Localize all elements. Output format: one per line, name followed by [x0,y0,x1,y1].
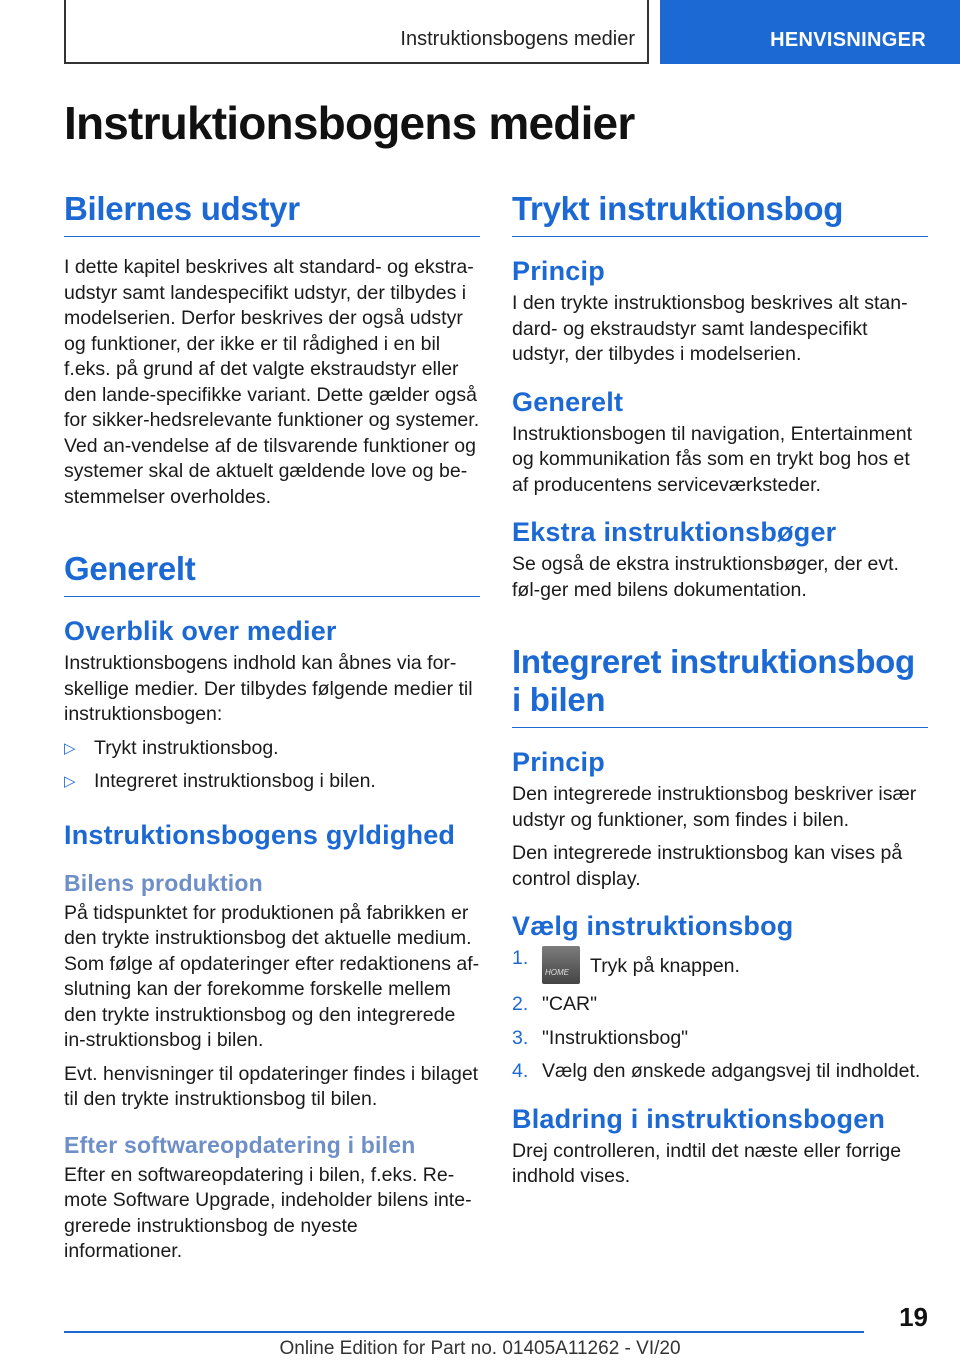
heading-bladring: Bladring i instruktionsbogen [512,1103,886,1134]
list-item: ▷ Integreret instruktionsbog i bilen. [64,769,480,795]
page-title: Instruktionsbogens medier [64,97,635,149]
list-item: ▷ Trykt instruktionsbog. [64,736,480,762]
step-item: 1. HOME Tryk på knappen. [512,946,928,984]
overblik-text: Instruktionsbogens indhold kan åbnes via for-skellige medier. Der tilbydes følgende medier til instruktionsbogen: [64,652,473,725]
heading-gyldighed: Instruktionsbogens gyldighed [64,819,456,850]
integreret-princip-text-1: Den integrerede instruktionsbog beskriver især udstyr og funktioner, som findes i bilen. [512,783,917,831]
bilernes-udstyr-text: I dette kapitel beskrives alt standard- og ekstra-udstyr samt landespecifikt udstyr, der tilbydes i modelserien. Derfor beskrives der også udstyr og funktioner, der ikke er til rådighed i en bil f.eks. på grund af det valgte ekstraudstyr eller den lande-specifikke variant. Dette gælder også for sikker-hedsrelevante funktioner og systemer. Ved an-vendelse af de tilsvarende funktioner og systemer skal de aktuelt gældende love og be-stemmelser overholdes. [64,256,480,508]
steps-list [512,946,928,1085]
heading-efter-softwareopdatering: Efter softwareopdatering i bilen [64,1131,416,1158]
header-section-title: Instruktionsbogens medier [400,28,635,50]
trykt-princip-text: I den trykte instruktionsbog beskrives alt stan-dard- og ekstraudstyr samt landespecifikt udstyr, der tilbydes i modelserien. [512,292,908,365]
step-item: 4. Vælg den ønskede adgangsvej til indholdet. [512,1060,921,1082]
right-column [512,190,928,1198]
heading-bilernes-udstyr: Bilernes udstyr [64,190,480,237]
heading-trykt-instruktionsbog: Trykt instruktionsbog [512,190,928,237]
bilens-produktion-text-2: Evt. henvisninger til opdateringer findes i bilaget til den trykte instruktionsbog til bilen. [64,1062,479,1110]
footer-edition: Online Edition for Part no. 01405A11262 - VI/20 [279,1338,681,1359]
triangle-bullet-icon: ▷ [64,739,76,757]
heading-generelt-trykt: Generelt [512,386,624,417]
efter-softwareopdatering-text: Efter en softwareopdatering i bilen, f.eks. Re-mote Software Upgrade, indeholder bilens inte-grerede instruktionsbog de nyeste informationer. [64,1163,472,1262]
integreret-princip-text-2: Den integrerede instruktionsbog kan vises på control display. [512,842,903,890]
heading-overblik: Overblik over medier [64,616,337,646]
page-number: 19 [899,1302,928,1332]
step-item: 2. "CAR" [512,993,598,1015]
bilens-produktion-text-1: På tidspunktet for produktionen på fabrikken er den trykte instruktionsbog det aktuelle medium. Som følge af opdateringer efter redaktionens af-slutning kan der forekomme forskelle mellem den trykte instruktionsbog og den integrerede in-struktionsbog i bilen. [64,901,480,1051]
heading-integreret-instruktionsbog: Integreret instruktionsbog i bilen [512,643,928,728]
home-button-icon: HOME [542,946,580,984]
trykt-generelt-text: Instruktionsbogen til navigation, Entertainment og kommunikation fås som en trykt bog hos et af producentens serviceværksteder. [512,422,912,496]
media-list [64,736,480,795]
header-section-box [64,0,649,64]
ekstra-text: Se også de ekstra instruktionsbøger, der evt. føl-ger med bilens dokumentation. [512,553,899,601]
left-column [64,190,480,1273]
bladring-text: Drej controlleren, indtil det næste eller forrige indhold vises. [512,1139,902,1187]
page-header [0,0,960,66]
footer-divider [64,1331,864,1333]
heading-princip: Princip [512,256,605,286]
header-chapter-label: HENVISNINGER [770,29,926,51]
triangle-bullet-icon: ▷ [64,773,76,790]
heading-princip-integreret: Princip [512,747,605,777]
header-chapter-tab[interactable] [660,0,960,64]
step-item: 3. "Instruktionsbog" [512,1026,689,1049]
heading-generelt: Generelt [64,550,480,597]
heading-vaelg-instruktionsbog: Vælg instruktionsbog [512,911,794,941]
heading-bilens-produktion: Bilens produktion [64,869,263,896]
heading-ekstra-instruktionsboeger: Ekstra instruktionsbøger [512,517,837,547]
